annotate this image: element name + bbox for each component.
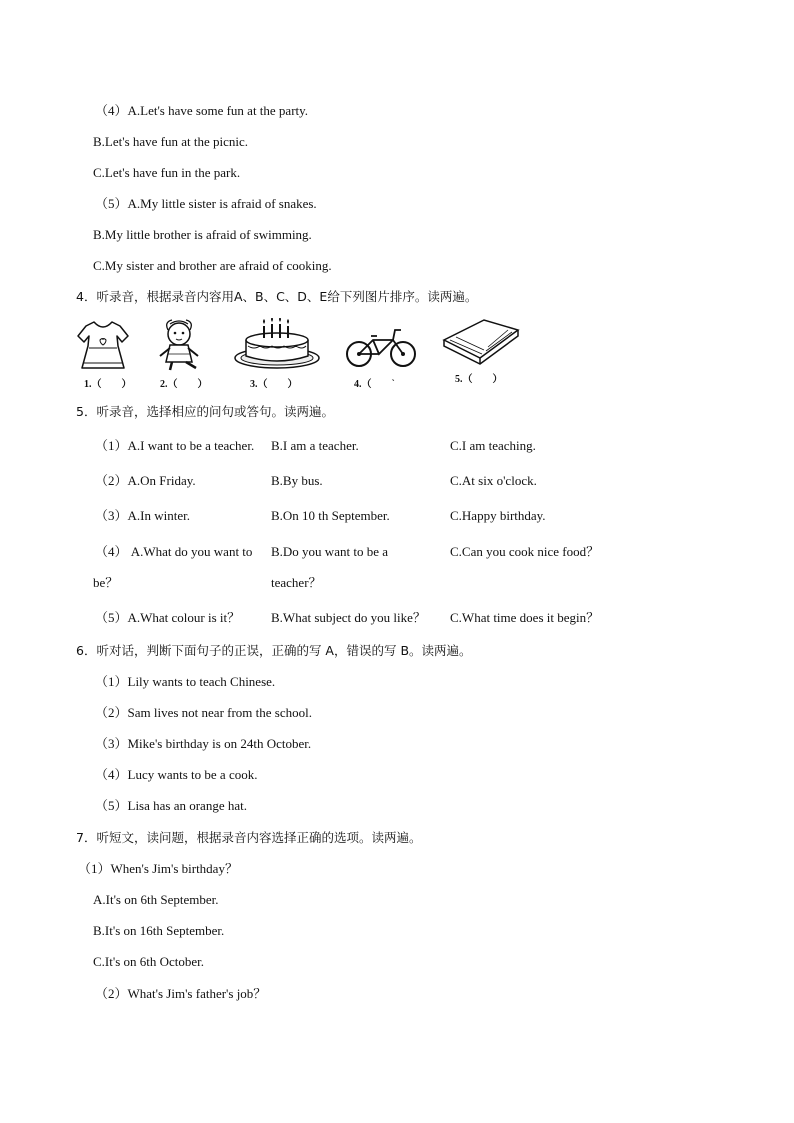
q5-row4-option-b: B.Do you want to be a: [271, 544, 388, 559]
q4-picture-row: [0, 318, 794, 390]
q3-item5-option-b: B.My little brother is afraid of swimming.: [93, 227, 312, 242]
dress-icon: [76, 318, 130, 374]
doll-icon: [152, 318, 206, 374]
book-icon: [440, 318, 522, 374]
picture-label-1: 1.（ ）: [84, 379, 132, 390]
q6-item-4: （4）Lucy wants to be a cook.: [95, 767, 258, 782]
bicycle-icon: [345, 318, 417, 374]
q7-title: 7．听短文，读问题，根据录音内容选择正确的选项。读两遍。: [76, 830, 422, 845]
q5-row3-option-c: C.Happy birthday.: [450, 508, 546, 523]
birthday-cake-icon: [232, 318, 322, 374]
q6-item-5: （5）Lisa has an orange hat.: [95, 798, 247, 813]
q4-title: 4．听录音，根据录音内容用A、B、C、D、E给下列图片排序。读两遍。: [76, 289, 478, 304]
q6-item-2: （2）Sam lives not near from the school.: [95, 705, 312, 720]
q7-q1-option-c: C.It's on 6th October.: [93, 954, 205, 969]
picture-label-4: 4.（ `: [354, 379, 395, 390]
picture-label-5: 5.（ ）: [455, 374, 503, 385]
q7-question-2: （2）What's Jim's father's job？: [95, 986, 267, 1001]
q5-row2-option-a: （2）A.On Friday.: [95, 473, 196, 488]
q7-q1-option-b: B.It's on 16th September.: [93, 923, 225, 938]
q5-row5-option-c: C.What time does it begin？: [450, 610, 600, 625]
q5-row1-option-a: （1）A.I want to be a teacher.: [95, 438, 255, 453]
picture-label-3: 3.（ ）: [250, 379, 298, 390]
q3-item5-option-c: C.My sister and brother are afraid of cooking.: [93, 258, 332, 273]
q6-item-1: （1）Lily wants to teach Chinese.: [95, 674, 276, 689]
q6-title: 6．听对话，判断下面句子的正误，正确的写 A，错误的写 B。读两遍。: [76, 643, 472, 658]
q5-row5-option-a: （5）A.What colour is it？: [95, 610, 241, 625]
q5-row4-option-a-cont: be？: [93, 575, 119, 590]
q5-row5-option-b: B.What subject do you like？: [271, 610, 426, 625]
q3-item5-option-a: （5）A.My little sister is afraid of snakes.: [95, 196, 317, 211]
q5-row4-option-c: C.Can you cook nice food？: [450, 544, 600, 559]
q3-item4-option-b: B.Let's have fun at the picnic.: [93, 134, 249, 149]
q3-item4-option-c: C.Let's have fun in the park.: [93, 165, 241, 180]
q5-row1-option-c: C.I am teaching.: [450, 438, 536, 453]
q5-row4-option-b-cont: teacher？: [271, 575, 322, 590]
q3-item4-option-a: （4）A.Let's have some fun at the party.: [95, 103, 309, 118]
picture-label-2: 2.（ ）: [160, 379, 208, 390]
q7-q1-option-a: A.It's on 6th September.: [93, 892, 219, 907]
q5-row2-option-b: B.By bus.: [271, 473, 323, 488]
q5-row3-option-b: B.On 10 th September.: [271, 508, 390, 523]
q6-item-3: （3）Mike's birthday is on 24th October.: [95, 736, 312, 751]
q5-row2-option-c: C.At six o'clock.: [450, 473, 537, 488]
q5-row4-option-a: （4） A.What do you want to: [95, 544, 253, 559]
q7-question-1: （1）When's Jim's birthday？: [78, 861, 238, 876]
q5-title: 5．听录音，选择相应的问句或答句。读两遍。: [76, 404, 334, 419]
q5-row1-option-b: B.I am a teacher.: [271, 438, 359, 453]
q5-row3-option-a: （3）A.In winter.: [95, 508, 190, 523]
